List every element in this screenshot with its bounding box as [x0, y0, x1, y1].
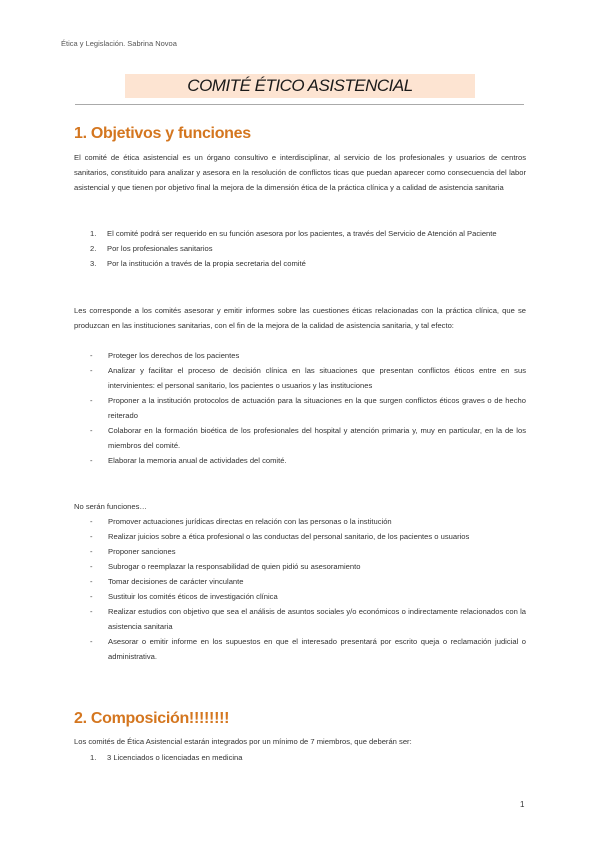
page-number: 1 [520, 800, 525, 809]
dash-bullet: - [90, 351, 93, 360]
dash-bullet: - [90, 532, 93, 541]
non-functions-intro: No serán funciones… [74, 502, 148, 511]
list-item [90, 634, 526, 664]
running-header: Ética y Legislación. Sabrina Novoa [61, 39, 177, 48]
list-text: Promover actuaciones jurídicas directas en relación con las personas o la institución [108, 517, 392, 526]
dash-bullet: - [90, 592, 93, 601]
list-text: Subrogar o reemplazar la responsabilidad de quien pidió su asesoramiento [108, 562, 361, 571]
list-text: El comité podrá ser requerido en su función asesora por los pacientes, a través del Servicio de Atención al Paciente [107, 229, 497, 238]
dash-bullet: - [90, 637, 93, 646]
list-text: 3 Licenciados o licenciadas en medicina [107, 753, 243, 762]
dash-bullet: - [90, 366, 93, 375]
list-item [90, 393, 526, 423]
dash-bullet: - [90, 562, 93, 571]
list-item [90, 423, 526, 453]
dash-bullet: - [90, 577, 93, 586]
intro-paragraph: El comité de ética asistencial es un órgano consultivo e interdisciplinar, al servicio de los profesionales y usuarios de centros sanitarios, constituido para analizar y asesora en la resolución de conflictos ticas que puedan aparecer como consecuencia del labor asistencial y que tienen por objetivo final la mejora de la dimensión ética de la práctica clínica y a calidad de asistencia sanitaria [74, 153, 526, 192]
dash-bullet: - [90, 517, 93, 526]
list-text: Colaborar en la formación bioética de los profesionales del hospital y atención primaria y, muy en particular, en la de los miembros del comité. [108, 426, 526, 450]
dash-bullet: - [90, 607, 93, 616]
dash-bullet: - [90, 426, 93, 435]
section-heading-composicion: 2. Composición!!!!!!!! [74, 710, 230, 727]
list-item [90, 750, 526, 765]
list-item [90, 348, 526, 363]
list-item [90, 453, 526, 468]
dash-bullet: - [90, 456, 93, 465]
list-item [90, 363, 526, 393]
list-text: Tomar decisiones de carácter vinculante [108, 577, 244, 586]
list-item [90, 514, 526, 529]
document-title: COMITÉ ÉTICO ASISTENCIAL [187, 76, 413, 95]
list-item [90, 604, 526, 634]
list-item [90, 574, 526, 589]
title-divider [75, 104, 524, 105]
list-text: Por la institución a través de la propia secretaria del comité [107, 259, 306, 268]
list-item [90, 241, 526, 256]
functions-intro-paragraph: Les corresponde a los comités asesorar y emitir informes sobre las cuestiones éticas relacionadas con la práctica clínica, que se produzcan en las instituciones sanitarias, con el fin de la mejora de la calidad de asistencia sanitaria, y tal efecto: [74, 306, 526, 330]
list-text: Por los profesionales sanitarios [107, 244, 213, 253]
requested-by-list [90, 226, 526, 271]
list-item [90, 589, 526, 604]
functions-list [90, 348, 526, 468]
list-number: 2. [90, 244, 97, 253]
list-text: Elaborar la memoria anual de actividades del comité. [108, 456, 287, 465]
list-number: 1. [90, 229, 97, 238]
list-number: 3. [90, 259, 97, 268]
list-text: Proteger los derechos de los pacientes [108, 351, 240, 360]
list-text: Sustituir los comités éticos de investigación clínica [108, 592, 278, 601]
list-text: Analizar y facilitar el proceso de decisión clínica en las situaciones que presentan conflictos éticos entre en sus intervinientes: el personal sanitario, los pacientes o usuarios y las instituciones [108, 366, 526, 390]
list-item [90, 544, 526, 559]
list-item [90, 256, 526, 271]
list-item [90, 226, 526, 241]
list-text: Asesorar o emitir informe en los supuestos en que el interesado presentará por escrito queja o reclamación judicial o administrativa. [108, 637, 526, 661]
list-text: Realizar juicios sobre a ética profesional o las conductas del personal sanitario, de los pacientes o usuarios [108, 532, 470, 541]
list-item [90, 529, 526, 544]
composition-intro: Los comités de Ética Asistencial estarán integrados por un mínimo de 7 miembros, que deberán ser: [74, 737, 412, 746]
section-heading-objetivos: 1. Objetivos y funciones [74, 125, 251, 142]
members-list [90, 750, 526, 765]
dash-bullet: - [90, 396, 93, 405]
list-text: Realizar estudios con objetivo que sea el análisis de asuntos sociales y/o económicos o indirectamente relacionados con la asistencia sanitaria [108, 607, 526, 631]
non-functions-list [90, 514, 526, 664]
dash-bullet: - [90, 547, 93, 556]
list-text: Proponer sanciones [108, 547, 176, 556]
list-text: Proponer a la institución protocolos de actuación para la situaciones en la que surgen conflictos éticos graves o de hecho reiterado [108, 396, 526, 420]
list-item [90, 559, 526, 574]
list-number: 1. [90, 753, 97, 762]
